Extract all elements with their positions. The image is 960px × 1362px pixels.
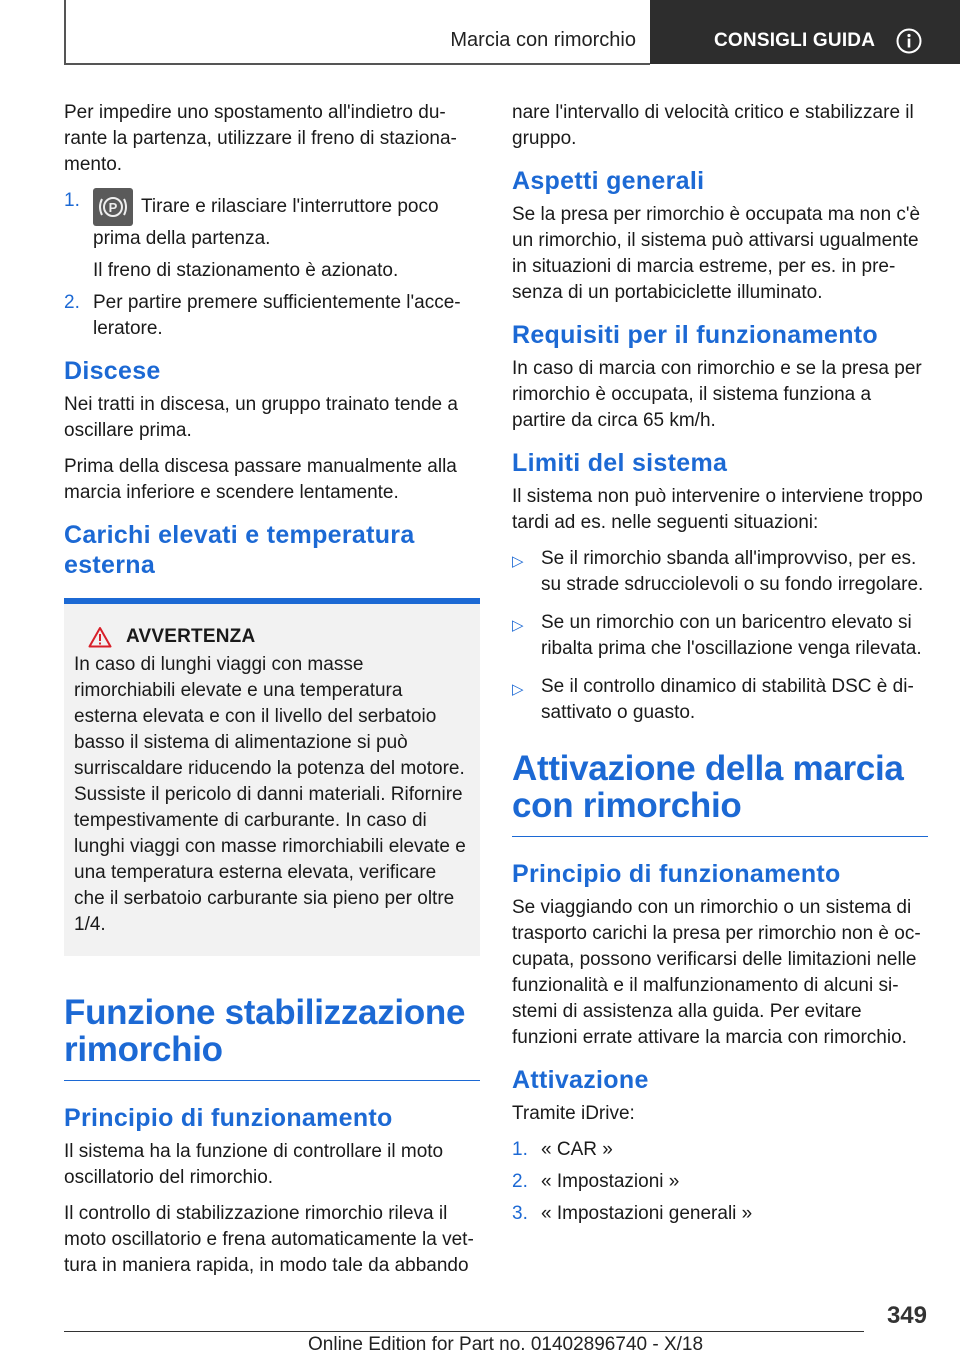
list-item [64, 290, 480, 342]
step-number: 2. [512, 1171, 528, 1192]
warning-header [88, 626, 470, 648]
principio-right-paragraph: Se viaggiando con un rimorchio o un sistema di trasporto carichi la presa per rimorchio non è occupata, possono verificarsi delle limitazioni nelle funzionalità e il malfunzionamento di alcuni sistemi di assistenza alla guida. Per evitare funzioni errate attivare la marcia con rimorchio. [512, 897, 921, 1048]
header-chapter-tab[interactable] [650, 0, 960, 64]
warning-box [64, 598, 480, 956]
info-circle-icon [896, 28, 922, 54]
list-item [512, 1201, 928, 1227]
step-text: Per partire premere sufficientemente l'acceleratore. [93, 292, 461, 339]
step-number: 1. [64, 190, 80, 211]
footer-rule [64, 1331, 864, 1332]
step-result: Il freno di stazionamento è azionato. [93, 260, 399, 281]
bullet-triangle-icon: ▷ [512, 617, 524, 634]
heading-requisiti: Requisiti per il funzionamento [512, 321, 878, 349]
bullet-text: Se il rimorchio sbanda all'improvviso, per es. su strade sdrucciolevoli o su fondo irregolare. [541, 548, 924, 595]
intro-paragraph: Per impedire uno spostamento all'indietro durante la partenza, utilizzare il freno di stazionamento. [64, 102, 457, 175]
heading-limiti: Limiti del sistema [512, 449, 728, 477]
principio-paragraph-2: Il controllo di stabilizzazione rimorchio rileva il moto oscillatorio e frena automaticamente la vettura in maniera rapida, in modo tale da abbando [64, 1203, 474, 1276]
list-item [512, 674, 928, 726]
step-text: « Impostazioni generali » [541, 1203, 753, 1224]
limits-list [512, 546, 928, 726]
header-left-rule [64, 0, 66, 64]
step-number: 2. [64, 292, 80, 313]
step-number: 3. [512, 1203, 528, 1224]
heading-attivazione-marcia: Attivazione della marcia con rimorchio [512, 749, 904, 825]
limiti-paragraph: Il sistema non può intervenire o interviene troppo tardi ad es. nelle seguenti situazioni: [512, 486, 923, 533]
page-number: 349 [886, 1302, 927, 1329]
principio-paragraph-1: Il sistema ha la funzione di controllare il moto oscillatorio del rimorchio. [64, 1141, 444, 1188]
warning-text: In caso di lunghi viaggi con masse rimorchiabili elevate e una temperatura esterna elevata e con il livello del serbatoio basso il sistema di alimentazione si può surriscaldare riducendo la potenza del motore. Sussiste il pericolo di danni materiali. Rifornire tempestivamente di carburante. In caso di lunghi viaggi con masse rimorchiabili elevate e una temperatura esterna elevata, verificare che il serbatoio carburante sia pieno per oltre 1/4. [74, 654, 466, 935]
left-column [64, 100, 480, 1289]
heading-aspetti-generali: Aspetti generali [512, 167, 705, 195]
continued-paragraph: nare l'intervallo di velocità critico e stabilizzare il gruppo. [512, 102, 914, 149]
bullet-triangle-icon: ▷ [512, 553, 524, 570]
warning-title: AVVERTENZA [126, 626, 256, 647]
attivazione-paragraph: Tramite iDrive: [512, 1103, 635, 1124]
discese-paragraph-1: Nei tratti in discesa, un gruppo trainato tende a oscillare prima. [64, 394, 458, 441]
heading-principio-left: Principio di funzionamento [64, 1104, 393, 1132]
section-rule [64, 1080, 480, 1081]
section-rule [512, 836, 928, 837]
svg-text:P: P [108, 200, 118, 215]
header-bottom-rule [64, 63, 650, 65]
footer-edition-text: Online Edition for Part no. 01402896740 - X/18 [308, 1334, 704, 1355]
heading-principio-right: Principio di funzionamento [512, 860, 841, 888]
requisiti-paragraph: In caso di marcia con rimorchio e se la presa per rimorchio è occupata, il sistema funziona a partire da circa 65 km/h. [512, 358, 922, 431]
step-text: « CAR » [541, 1139, 613, 1160]
list-item [512, 1169, 928, 1195]
heading-funzione-stabilizzazione: Funzione stabilizzazione rimorchio [64, 993, 466, 1069]
chapter-tab-label: CONSIGLI GUIDA [714, 30, 876, 51]
step-text: « Impostazioni » [541, 1171, 680, 1192]
start-steps-list [64, 188, 480, 342]
bullet-text: Se un rimorchio con un baricentro elevato si ribalta prima che l'oscillazione venga rilevata. [541, 612, 922, 659]
page-header [0, 0, 960, 66]
list-item [512, 610, 928, 662]
aspetti-paragraph: Se la presa per rimorchio è occupata ma non c'è un rimorchio, il sistema può attivarsi ugualmente in situazioni di marcia estreme, per es. in presenza di un portabiciclette illuminato. [512, 204, 921, 303]
heading-attivazione: Attivazione [512, 1066, 649, 1094]
discese-paragraph-2: Prima della discesa passare manualmente alla marcia inferiore e scendere lentamente. [64, 456, 457, 503]
step-text: Tirare e rilasciare l'interruttore poco prima della partenza. [93, 196, 439, 249]
bullet-text: Se il controllo dinamico di stabilità DSC è disattivato o guasto. [541, 676, 914, 723]
right-column [512, 100, 928, 1237]
heading-carichi: Carichi elevati e temperatura esterna [64, 521, 415, 579]
list-item [512, 546, 928, 598]
heading-discese: Discese [64, 357, 161, 385]
list-item [512, 1137, 928, 1163]
list-item [64, 188, 480, 284]
bullet-triangle-icon: ▷ [512, 681, 524, 698]
step-number: 1. [512, 1139, 528, 1160]
parking-brake-icon [93, 188, 133, 226]
header-section-title: Marcia con rimorchio [450, 29, 636, 51]
warning-triangle-icon [88, 626, 112, 648]
idrive-steps-list [512, 1137, 928, 1227]
